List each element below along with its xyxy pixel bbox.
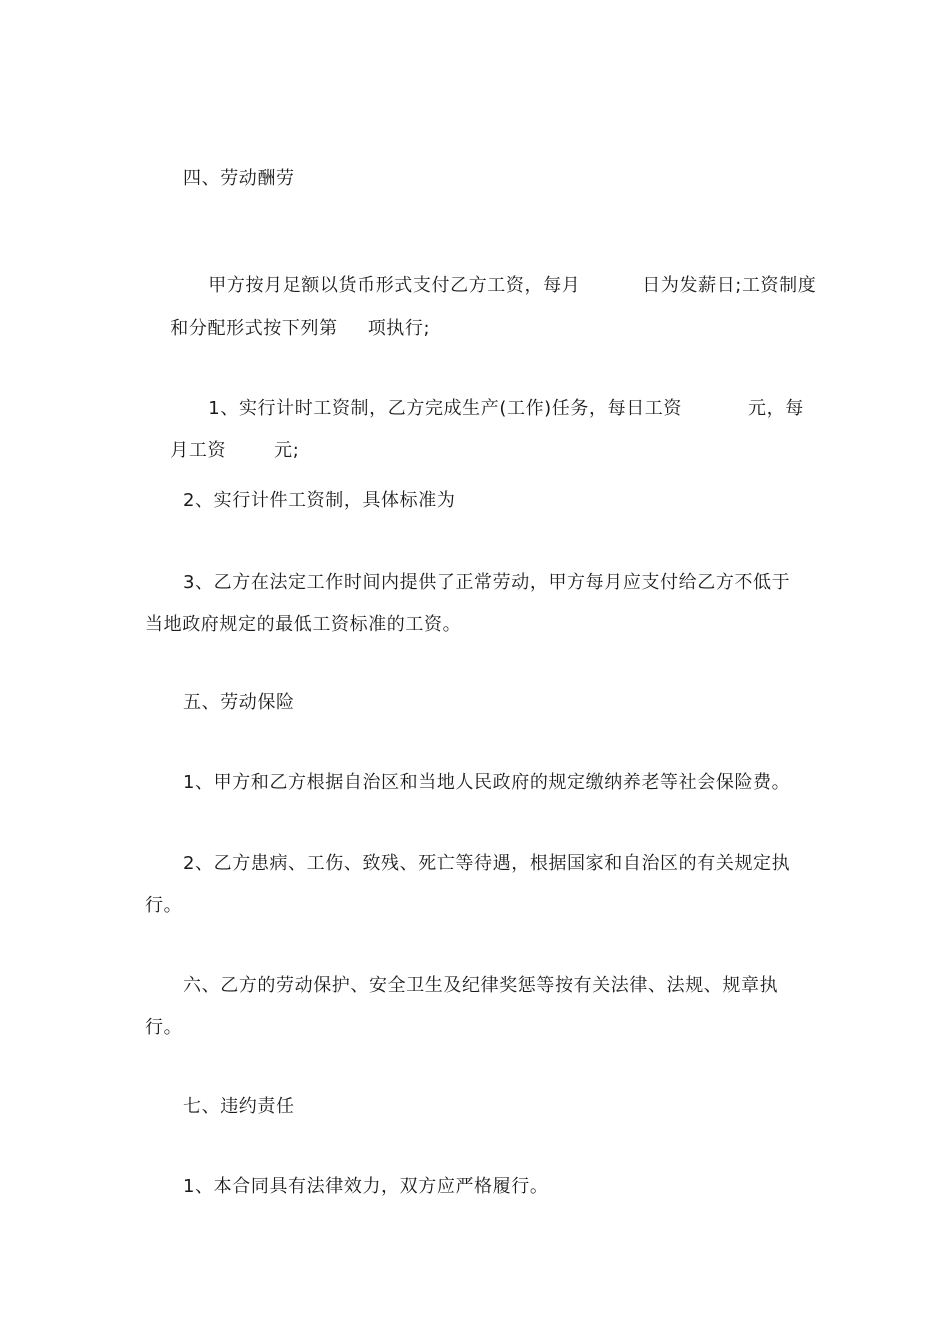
paragraph-payment-text-1b: 日为发薪日;工资制度	[642, 275, 817, 296]
item-illness-injury-line-2: 行。	[145, 895, 183, 916]
paragraph-payment-text-1a: 甲方按月足额以货币形式支付乙方工资，每月	[208, 275, 581, 296]
section-labor-protection-line-2: 行。	[145, 1017, 183, 1038]
item-hourly-wage-text-1a: 1、实行计时工资制，乙方完成生产(工作)任务，每日工资	[208, 398, 682, 419]
item-illness-injury-line-1: 2、乙方患病、工伤、致残、死亡等待遇，根据国家和自治区的有关规定执	[183, 853, 791, 874]
paragraph-payment-text-2b: 项执行;	[367, 318, 431, 339]
item-hourly-wage-text-2b: 元;	[274, 440, 300, 461]
section-heading-liability: 七、违约责任	[183, 1096, 295, 1117]
item-hourly-wage-line-2	[145, 406, 299, 496]
item-piece-wage: 2、实行计件工资制，具体标准为	[183, 490, 456, 511]
section-labor-protection-line-1: 六、乙方的劳动保护、安全卫生及纪律奖惩等按有关法律、法规、规章执	[183, 975, 779, 996]
section-heading-remuneration: 四、劳动酬劳	[183, 168, 295, 189]
item-social-insurance: 1、甲方和乙方根据自治区和当地人民政府的规定缴纳养老等社会保险费。	[183, 772, 791, 793]
item-minimum-wage-line-2: 当地政府规定的最低工资标准的工资。	[145, 614, 462, 635]
item-hourly-wage-text-1b: 元，每	[748, 398, 804, 419]
section-heading-insurance: 五、劳动保险	[183, 692, 295, 713]
item-legal-effect: 1、本合同具有法律效力，双方应严格履行。	[183, 1176, 549, 1197]
item-minimum-wage-line-1: 3、乙方在法定工作时间内提供了正常劳动，甲方每月应支付给乙方不低于	[183, 572, 791, 593]
paragraph-payment-text-2a: 和分配形式按下列第	[170, 318, 338, 339]
paragraph-payment-line-2	[145, 284, 430, 374]
item-hourly-wage-text-2a: 月工资	[170, 440, 227, 461]
